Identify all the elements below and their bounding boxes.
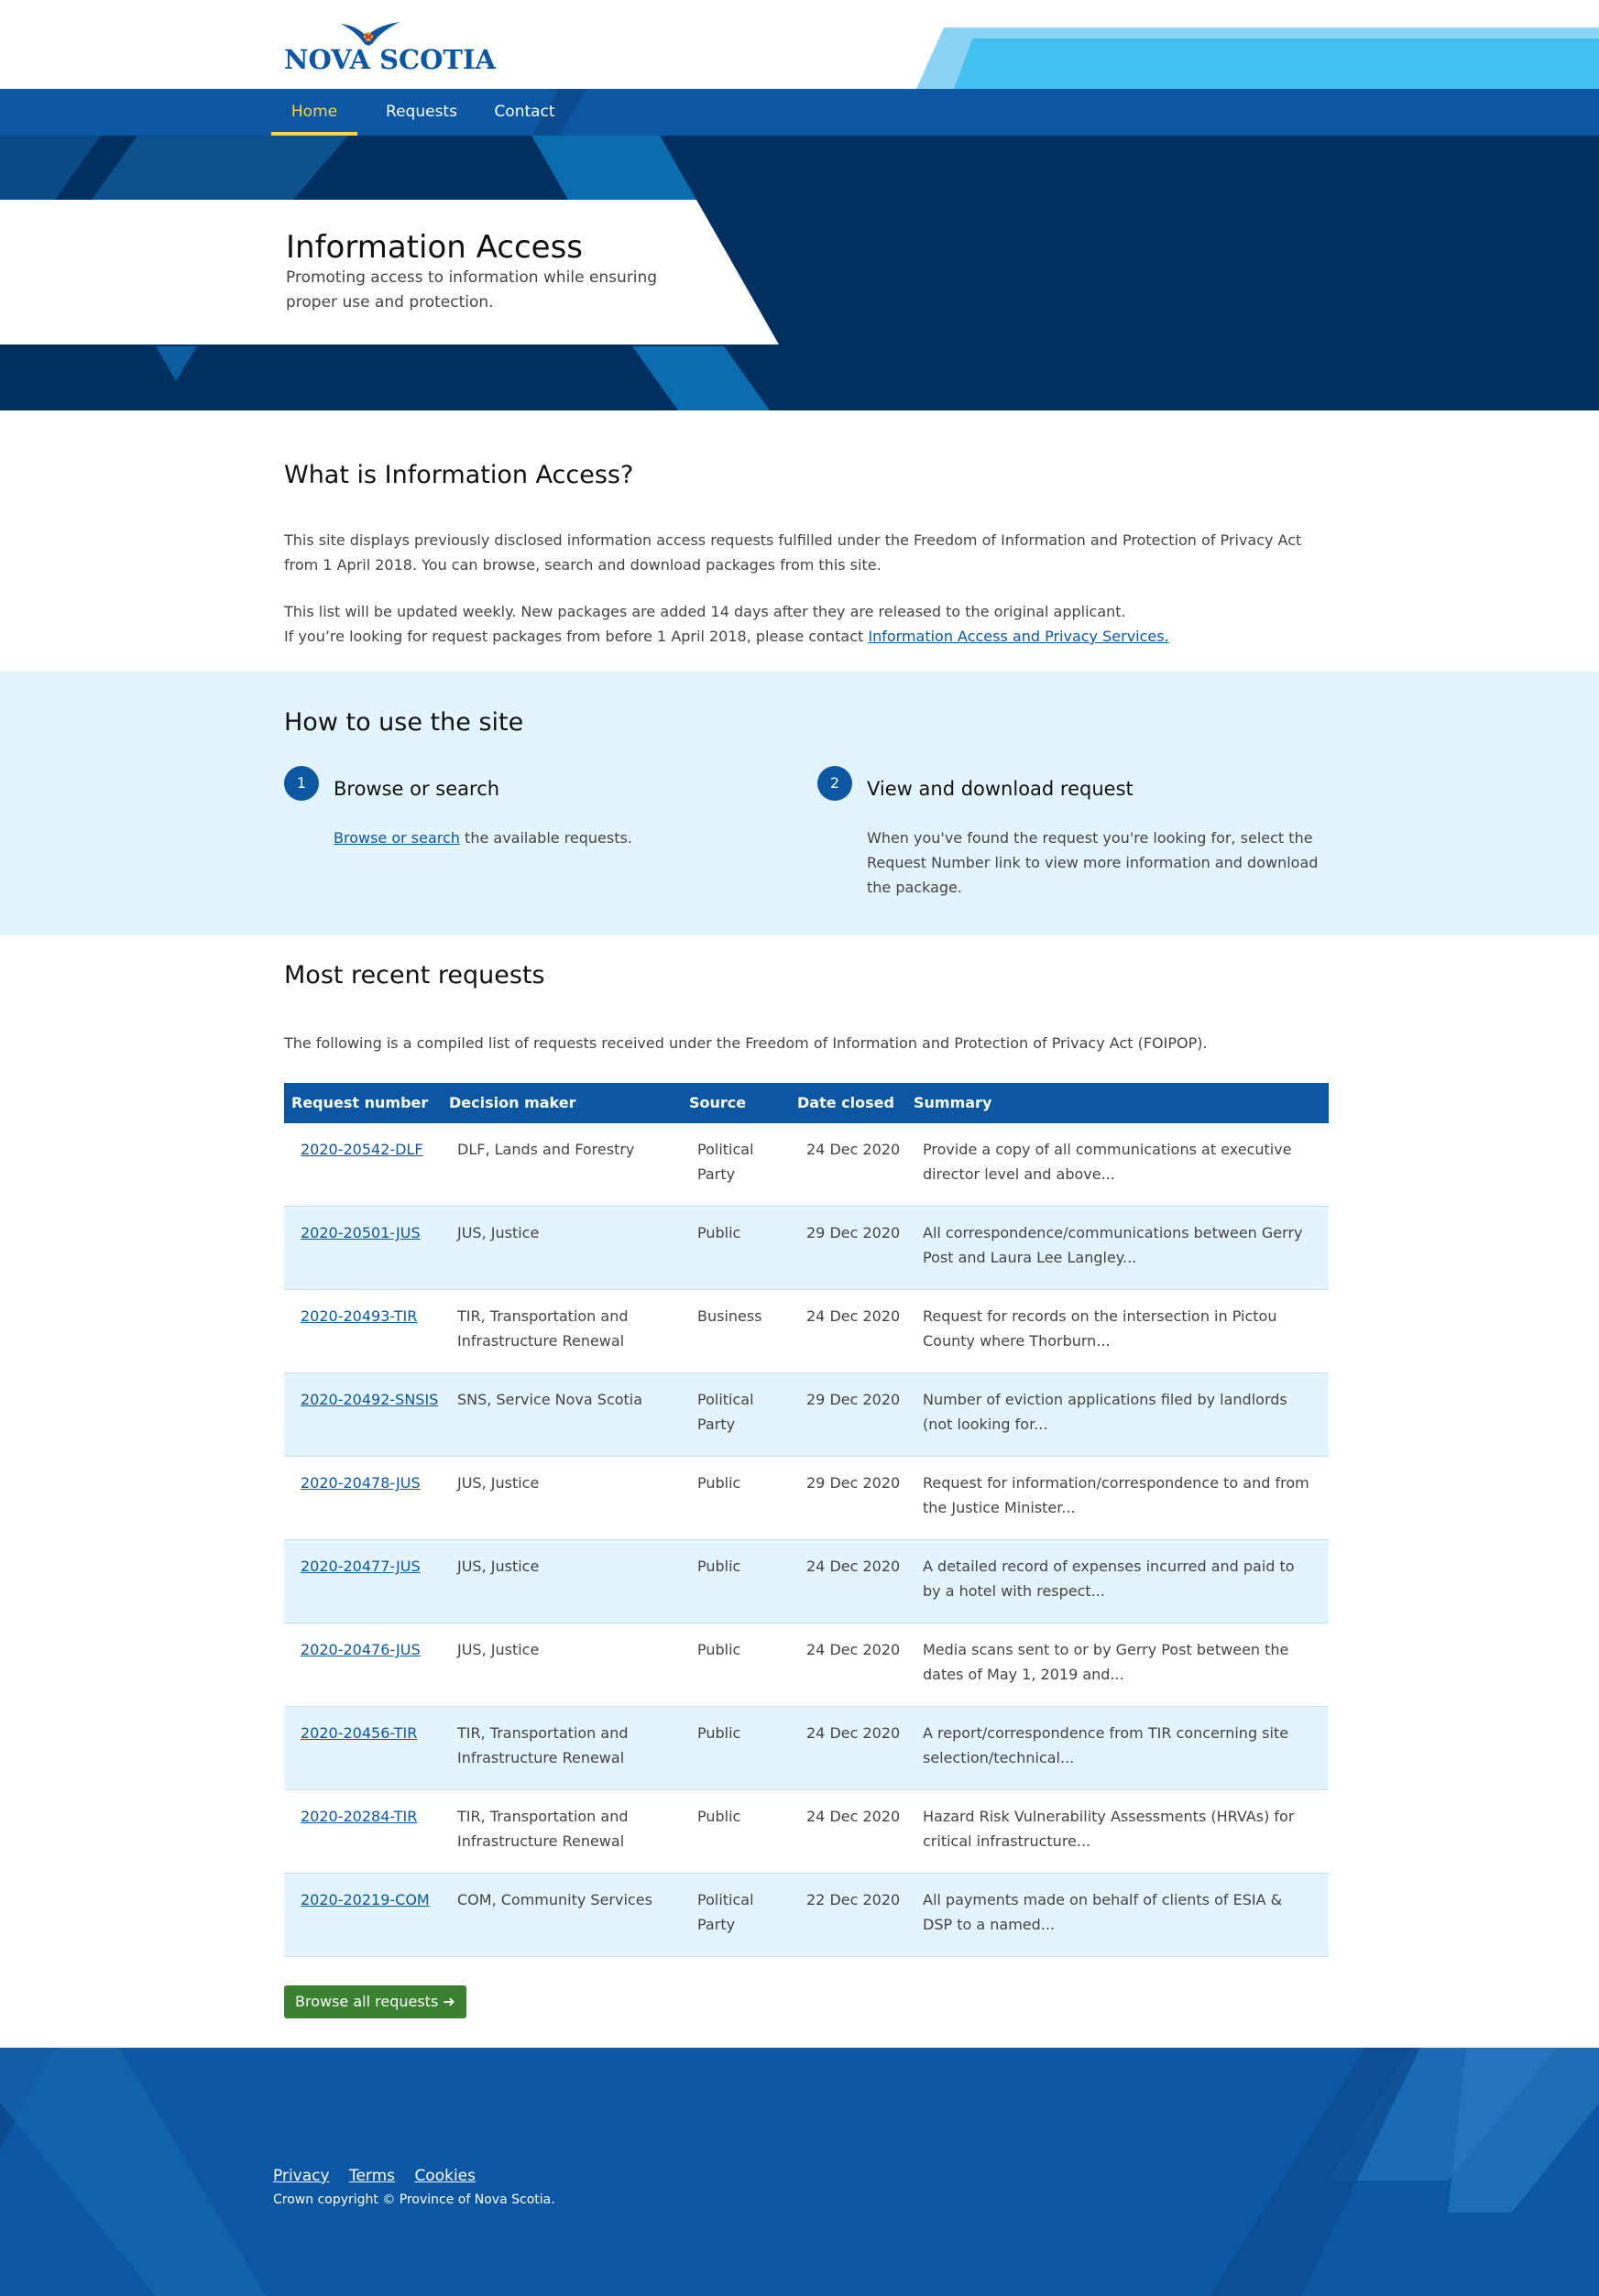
request-number-link[interactable]: 2020-20284-TIR <box>301 1808 418 1825</box>
how-to-heading: How to use the site <box>284 708 524 737</box>
source-cell: Political Party <box>697 1891 754 1933</box>
contact-note-text: If you’re looking for request packages from before 1 April 2018, please contact <box>284 628 869 645</box>
summary-cell: Request for information/correspondence to and from the Justice Minister... <box>923 1474 1309 1516</box>
step-description <box>334 825 755 850</box>
summary-cell: Media scans sent to or by Gerry Post between the dates of May 1, 2019 and... <box>923 1641 1289 1683</box>
decision-maker-cell: JUS, Justice <box>457 1474 540 1492</box>
date-closed-cell: 24 Dec 2020 <box>806 1641 901 1658</box>
table-row <box>284 1707 1329 1790</box>
main-nav <box>0 89 1599 136</box>
footer-decoration <box>0 2048 1599 2296</box>
step-description-text: the available requests. <box>459 829 632 847</box>
hero-banner <box>0 136 1599 410</box>
source-cell: Public <box>697 1641 741 1658</box>
intro-paragraph: This site displays previously disclosed information access requests fulfilled under the Freedom of Information and Protection of Privacy Act from 1 April 2018. You can browse, search and download packages from this site. <box>284 531 1302 574</box>
table-row <box>284 1373 1329 1457</box>
date-closed-cell: 24 Dec 2020 <box>806 1307 901 1325</box>
request-number-link[interactable]: 2020-20542-DLF <box>301 1141 423 1158</box>
source-cell: Political Party <box>697 1141 754 1183</box>
source-cell: Public <box>697 1724 741 1742</box>
recent-heading: Most recent requests <box>284 961 545 989</box>
privacy-link[interactable]: Privacy <box>273 2167 330 2185</box>
how-to-section <box>0 672 1599 935</box>
step-title: Browse or search <box>334 778 500 800</box>
terms-link[interactable]: Terms <box>348 2167 396 2185</box>
recent-intro: The following is a compiled list of requests received under the Freedom of Information and Protection of Privacy Act (FOIPOP). <box>284 1034 1208 1052</box>
browse-search-link[interactable]: Browse or search <box>334 829 460 847</box>
date-closed-cell: 29 Dec 2020 <box>806 1474 901 1492</box>
request-number-link[interactable]: 2020-20492-SNSIS <box>301 1391 439 1408</box>
summary-cell: All payments made on behalf of clients of ESIA & DSP to a named... <box>923 1891 1283 1933</box>
table-body <box>284 1123 1329 1957</box>
date-closed-cell: 24 Dec 2020 <box>806 1724 901 1742</box>
decision-maker-cell: TIR, Transportation and Infrastructure Renewal <box>457 1307 629 1350</box>
summary-cell: A detailed record of expenses incurred and paid to by a hotel with respect... <box>923 1558 1295 1600</box>
column-header[interactable]: Decision maker <box>449 1094 576 1111</box>
request-number-link[interactable]: 2020-20493-TIR <box>301 1307 418 1325</box>
browse-all-label: Browse all requests <box>295 1993 439 2010</box>
nova-scotia-logo[interactable] <box>284 20 497 75</box>
date-closed-cell: 29 Dec 2020 <box>806 1391 901 1408</box>
table-row <box>284 1207 1329 1290</box>
column-header[interactable]: Date closed <box>797 1094 894 1111</box>
step-number-badge: 1 <box>284 766 319 801</box>
column-header[interactable]: Request number <box>291 1094 429 1111</box>
copyright: Crown copyright © Province of Nova Scotia. <box>273 2192 555 2207</box>
request-number-link[interactable]: 2020-20476-JUS <box>301 1641 421 1658</box>
date-closed-cell: 24 Dec 2020 <box>806 1808 901 1825</box>
decision-maker-cell: JUS, Justice <box>457 1558 540 1575</box>
summary-cell: Provide a copy of all communications at executive director level and above... <box>923 1141 1292 1183</box>
summary-cell: Request for records on the intersection in Pictou County where Thorburn... <box>923 1307 1277 1350</box>
table-row <box>284 1123 1329 1207</box>
intro-heading: What is Information Access? <box>284 461 634 489</box>
cookies-link[interactable]: Cookies <box>414 2167 476 2185</box>
nav-requests[interactable]: Requests <box>386 103 457 121</box>
step-description: When you've found the request you're looking for, select the Request Number link to view more information and download the package. <box>867 829 1319 896</box>
date-closed-cell: 24 Dec 2020 <box>806 1558 901 1575</box>
summary-cell: A report/correspondence from TIR concerning site selection/technical... <box>923 1724 1289 1766</box>
arrow-right-icon: ➜ <box>443 1993 455 2010</box>
nav-home[interactable]: Home <box>290 103 338 121</box>
column-header[interactable]: Source <box>689 1094 747 1111</box>
table-header <box>284 1083 1329 1123</box>
table-row <box>284 1624 1329 1707</box>
table-row <box>284 1290 1329 1373</box>
request-number-link[interactable]: 2020-20219-COM <box>301 1891 430 1908</box>
requests-table <box>284 1083 1329 1957</box>
logo-text: NOVA SCOTIA <box>284 44 497 75</box>
decision-maker-cell: JUS, Justice <box>457 1224 540 1241</box>
decision-maker-cell: DLF, Lands and Forestry <box>457 1141 635 1158</box>
step-title: View and download request <box>867 778 1134 800</box>
decision-maker-cell: JUS, Justice <box>457 1641 540 1658</box>
source-cell: Public <box>697 1224 741 1241</box>
request-number-link[interactable]: 2020-20478-JUS <box>301 1474 421 1492</box>
decision-maker-cell: COM, Community Services <box>457 1891 652 1908</box>
nav-decoration <box>0 89 1599 136</box>
table-row <box>284 1790 1329 1874</box>
table-row <box>284 1540 1329 1624</box>
date-closed-cell: 24 Dec 2020 <box>806 1141 901 1158</box>
date-closed-cell: 29 Dec 2020 <box>806 1224 901 1241</box>
decision-maker-cell: SNS, Service Nova Scotia <box>457 1391 643 1408</box>
request-number-link[interactable]: 2020-20456-TIR <box>301 1724 418 1742</box>
summary-cell: All correspondence/communications between Gerry Post and Laura Lee Langley... <box>923 1224 1303 1266</box>
nav-contact[interactable]: Contact <box>494 103 555 121</box>
source-cell: Business <box>697 1307 762 1325</box>
step-number-badge: 2 <box>817 766 852 801</box>
table-row <box>284 1457 1329 1540</box>
browse-all-button[interactable] <box>284 1985 466 2018</box>
decision-maker-cell: TIR, Transportation and Infrastructure Renewal <box>457 1808 629 1850</box>
request-number-link[interactable]: 2020-20477-JUS <box>301 1558 421 1575</box>
decision-maker-cell: TIR, Transportation and Infrastructure Renewal <box>457 1724 629 1766</box>
page-title: Information Access <box>286 229 584 266</box>
header-decoration <box>866 27 1599 89</box>
table-row <box>284 1874 1329 1957</box>
date-closed-cell: 22 Dec 2020 <box>806 1891 901 1908</box>
source-cell: Public <box>697 1474 741 1492</box>
site-header <box>0 0 1599 89</box>
page-subtitle: Promoting access to information while ensuring proper use and protection. <box>286 268 658 312</box>
summary-cell: Hazard Risk Vulnerability Assessments (HRVAs) for critical infrastructure... <box>923 1808 1295 1850</box>
privacy-services-link[interactable]: Information Access and Privacy Services. <box>868 628 1169 645</box>
site-footer <box>0 2048 1599 2296</box>
footer-links <box>273 2167 490 2185</box>
source-cell: Public <box>697 1558 741 1575</box>
request-number-link[interactable]: 2020-20501-JUS <box>301 1224 421 1241</box>
source-cell: Public <box>697 1808 741 1825</box>
update-note: This list will be updated weekly. New packages are added 14 days after they are released to the original applicant. <box>284 603 1126 620</box>
source-cell: Political Party <box>697 1391 754 1433</box>
hero-decoration <box>0 136 1599 410</box>
summary-cell: Number of eviction applications filed by landlords (not looking for... <box>923 1391 1287 1433</box>
column-header[interactable]: Summary <box>914 1094 992 1111</box>
contact-note <box>284 624 1329 649</box>
